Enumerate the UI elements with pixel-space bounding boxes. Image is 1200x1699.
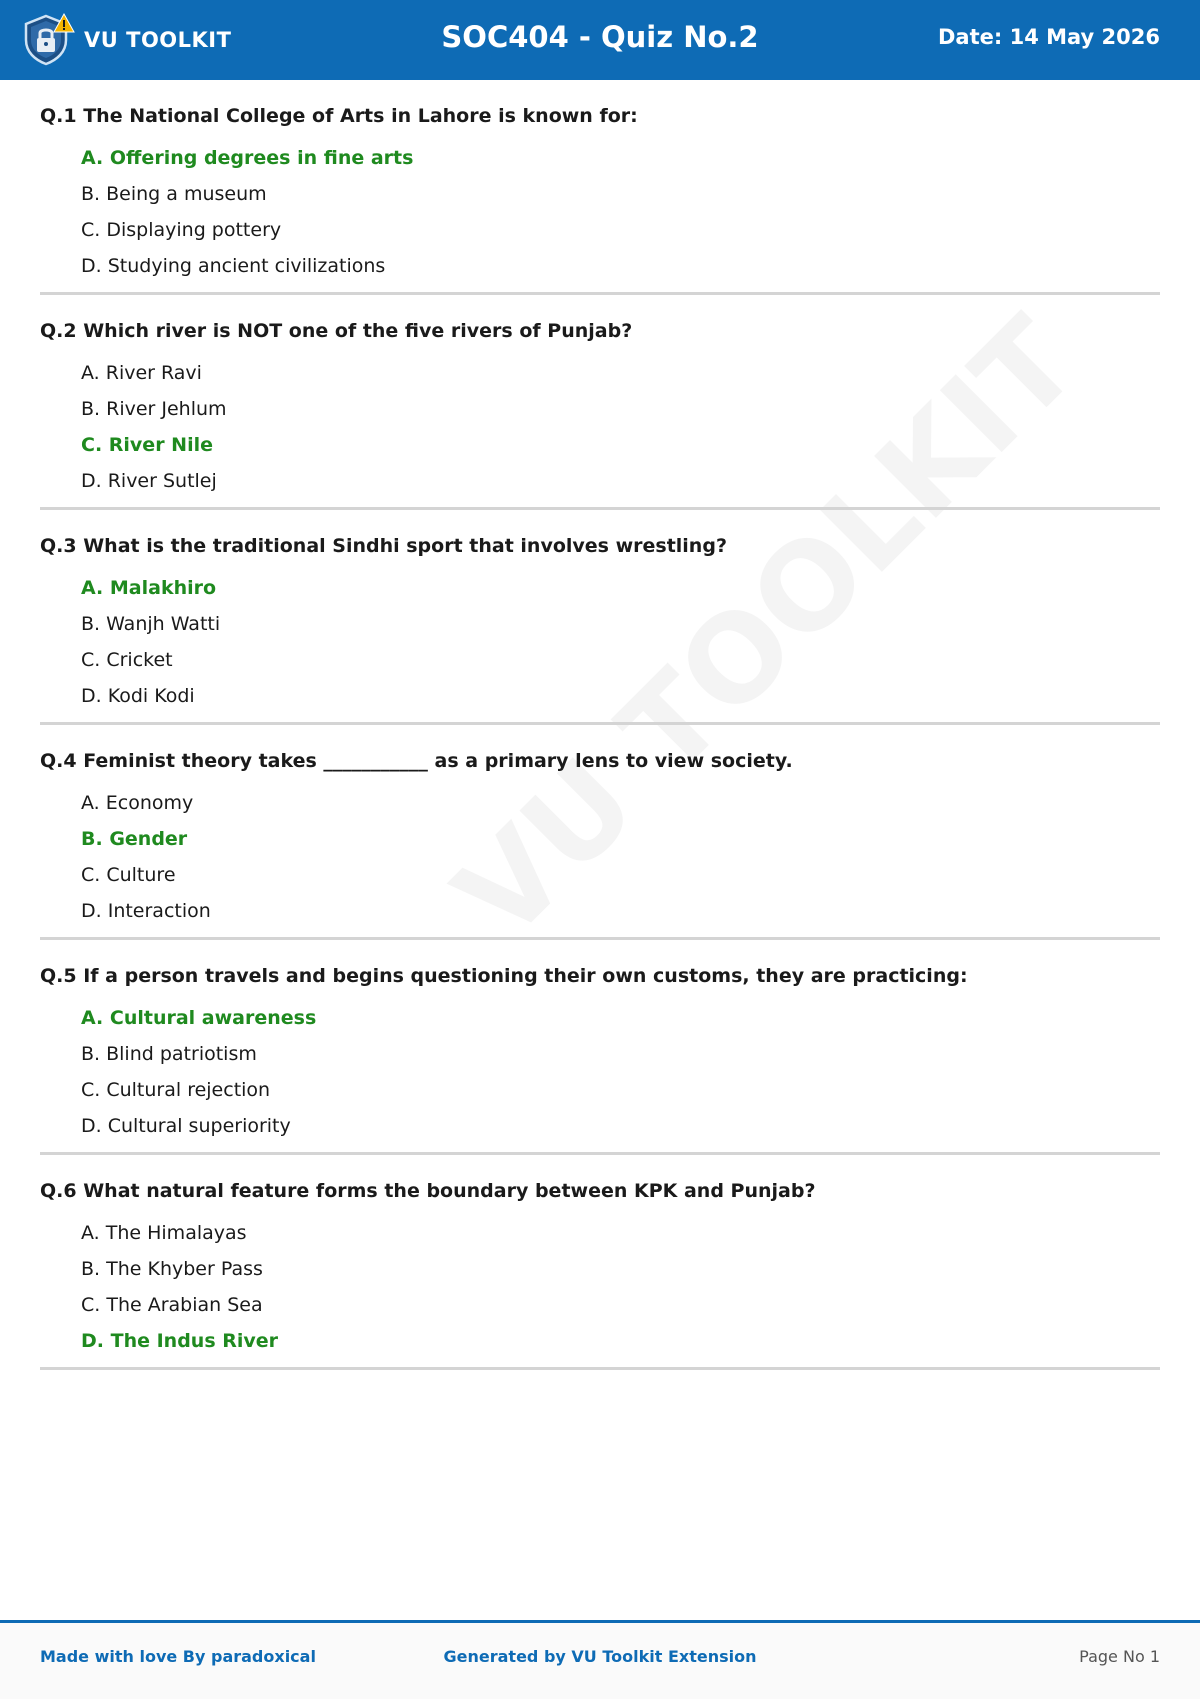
option: A. River Ravi — [81, 362, 202, 384]
question-block — [40, 940, 1160, 1155]
correct-option: B. Gender — [81, 828, 188, 850]
options-list — [40, 558, 1160, 722]
footer-credit: Made with love By paradoxical — [40, 1647, 316, 1666]
option: C. Cultural rejection — [81, 1079, 271, 1101]
option: B. The Khyber Pass — [81, 1258, 263, 1280]
option: C. Displaying pottery — [81, 219, 282, 241]
question-block — [40, 725, 1160, 940]
correct-option: A. Malakhiro — [81, 577, 217, 599]
page-number: Page No 1 — [1079, 1647, 1160, 1666]
question-text: Q.5 If a person travels and begins questioning their own customs, they are practicing: — [40, 965, 968, 987]
question-text: Q.3 What is the traditional Sindhi sport that involves wrestling? — [40, 535, 727, 557]
options-list — [40, 343, 1160, 507]
options-list — [40, 773, 1160, 937]
brand-name: VU TOOLKIT — [84, 28, 232, 52]
footer-generator: Generated by VU Toolkit Extension — [443, 1647, 757, 1666]
correct-option: C. River Nile — [81, 434, 213, 456]
question-block — [40, 1155, 1160, 1370]
options-list — [40, 128, 1160, 292]
options-list — [40, 1203, 1160, 1367]
quiz-title: SOC404 - Quiz No.2 — [441, 20, 759, 54]
option: B. Blind patriotism — [81, 1043, 257, 1065]
option: C. Cricket — [81, 649, 173, 671]
option: B. Being a museum — [81, 183, 267, 205]
page-footer — [0, 1620, 1200, 1699]
options-list — [40, 988, 1160, 1152]
option: B. River Jehlum — [81, 398, 227, 420]
question-text: Q.1 The National College of Arts in Lahore is known for: — [40, 105, 638, 127]
question-block — [40, 80, 1160, 295]
option: D. Interaction — [81, 900, 211, 922]
option: D. River Sutlej — [81, 470, 217, 492]
correct-option: D. The Indus River — [81, 1330, 279, 1352]
question-text: Q.2 Which river is NOT one of the five rivers of Punjab? — [40, 320, 633, 342]
option: C. The Arabian Sea — [81, 1294, 263, 1316]
option: A. Economy — [81, 792, 194, 814]
option: D. Cultural superiority — [81, 1115, 291, 1137]
option: C. Culture — [81, 864, 176, 886]
question-block — [40, 510, 1160, 725]
page-header — [0, 0, 1200, 80]
question-block — [40, 295, 1160, 510]
quiz-date: Date: 14 May 2026 — [938, 25, 1160, 49]
correct-option: A. Offering degrees in fine arts — [81, 147, 414, 169]
option: B. Wanjh Watti — [81, 613, 221, 635]
option: D. Kodi Kodi — [81, 685, 195, 707]
question-text: Q.6 What natural feature forms the boundary between KPK and Punjab? — [40, 1180, 816, 1202]
option: D. Studying ancient civilizations — [81, 255, 386, 277]
option: A. The Himalayas — [81, 1222, 247, 1244]
question-text: Q.4 Feminist theory takes ___________ as a primary lens to view society. — [40, 750, 793, 772]
quiz-content — [40, 80, 1160, 1370]
correct-option: A. Cultural awareness — [81, 1007, 317, 1029]
